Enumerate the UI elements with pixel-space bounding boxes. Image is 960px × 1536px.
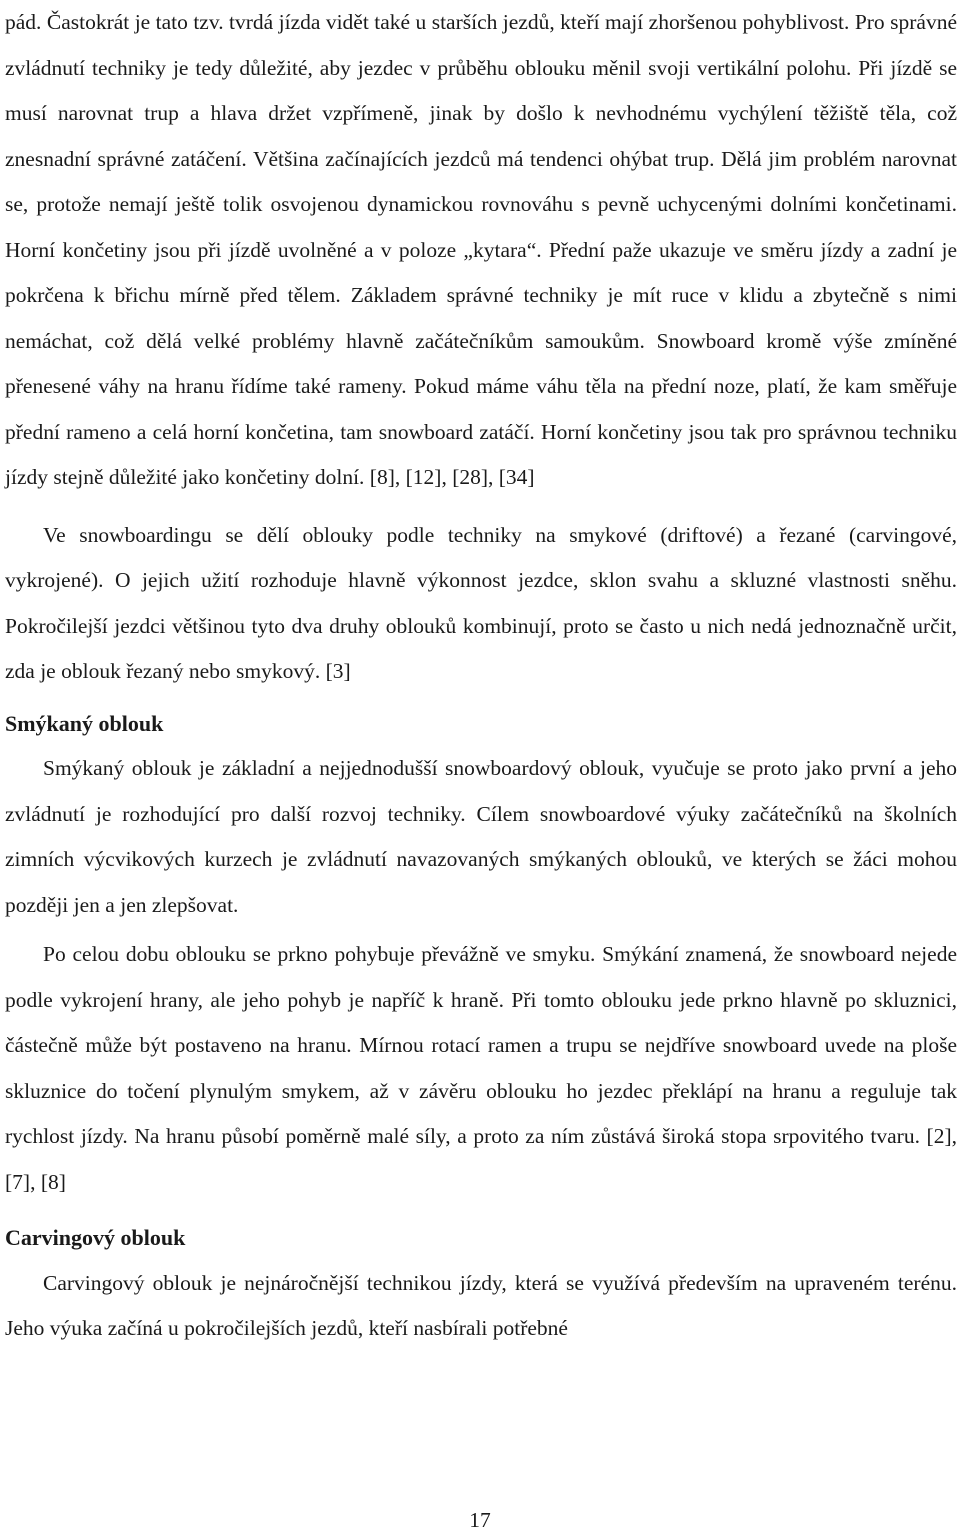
body-paragraph: Carvingový oblouk je nejnáročnější technikou jízdy, která se využívá především na upraveném terénu. Jeho výuka začíná u pokročilejších jezdů, kteří nasbírali potřebné — [5, 1270, 957, 1340]
body-paragraph: pád. Častokrát je tato tzv. tvrdá jízda vidět také u starších jezdů, kteří mají zhoršenou pohyblivost. Pro správné zvládnutí techniky je tedy důležité, aby jezdec v průběhu oblouku měnil svoji vertikální polohu. Při jízdě se musí narovnat trup a hlava držet vzpřímeně, jinak by došlo k nevhodnému vychýlení těžiště těla, což znesnadní správné zatáčení. Většina začínajících jezdců má tendenci ohýbat trup. Dělá jim problém narovnat se, protože nemají ještě tolik osvojenou dynamickou rovnováhu s pevně uchycenými dolními končetinami. Horní končetiny jsou při jízdě uvolněné a v poloze „kytara“. Přední paže ukazuje ve směru jízdy a zadní je pokrčena k břichu mírně před tělem. Základem správné techniky je mít ruce v klidu a zbytečně s nimi nemáchat, což dělá velké problémy hlavně začátečníkům samoukům. Snowboard kromě výše zmíněné přenesené váhy na hranu řídíme také rameny. Pokud máme váhu těla na přední noze, platí, že kam směřuje přední rameno a celá horní končetina, tam snowboard zatáčí. Horní končetiny jsou tak pro správnou techniku jízdy stejně důležité jako končetiny dolní. [8], [12], [28], [34] — [5, 10, 957, 489]
section-heading: Carvingový oblouk — [5, 1225, 186, 1250]
body-paragraph: Po celou dobu oblouku se prkno pohybuje převážně ve smyku. Smýkání znamená, že snowboard nejede podle vykrojení hrany, ale jeho pohyb je napříč k hraně. Při tomto oblouku jede prkno hlavně po skluznici, částečně může být postaveno na hranu. Mírnou rotací ramen a trupu se nejdříve snowboard uvede na ploše skluznice do točení plynulým smykem, až v závěru oblouku ho jezdec překlápí na hranu a reguluje tak rychlost jízdy. Na hranu působí poměrně malé síly, a proto za ním zůstává široká stopa srpovitého tvaru. [2], [7], [8] — [5, 942, 957, 1194]
body-paragraph: Ve snowboardingu se dělí oblouky podle techniky na smykové (driftové) a řezané (carvingové, vykrojené). O jejich užití rozhoduje hlavně výkonnost jezdce, sklon svahu a skluzné vlastnosti sněhu. Pokročilejší jezdci většinou tyto dva druhy oblouků kombinují, proto se často u nich nedá jednoznačně určit, zda je oblouk řezaný nebo smykový. [3] — [5, 522, 957, 683]
page-number: 17 — [469, 1508, 491, 1532]
body-paragraph: Smýkaný oblouk je základní a nejjednodušší snowboardový oblouk, vyučuje se proto jako první a jeho zvládnutí je rozhodující pro další rozvoj techniky. Cílem snowboardové výuky začátečníků na školních zimních výcvikových kurzech je zvládnutí navazovaných smýkaných oblouků, ve kterých se žáci mohou později jen a jen zlepšovat. — [5, 756, 957, 917]
section-heading: Smýkaný oblouk — [5, 710, 164, 736]
document-page — [5, 0, 957, 1352]
